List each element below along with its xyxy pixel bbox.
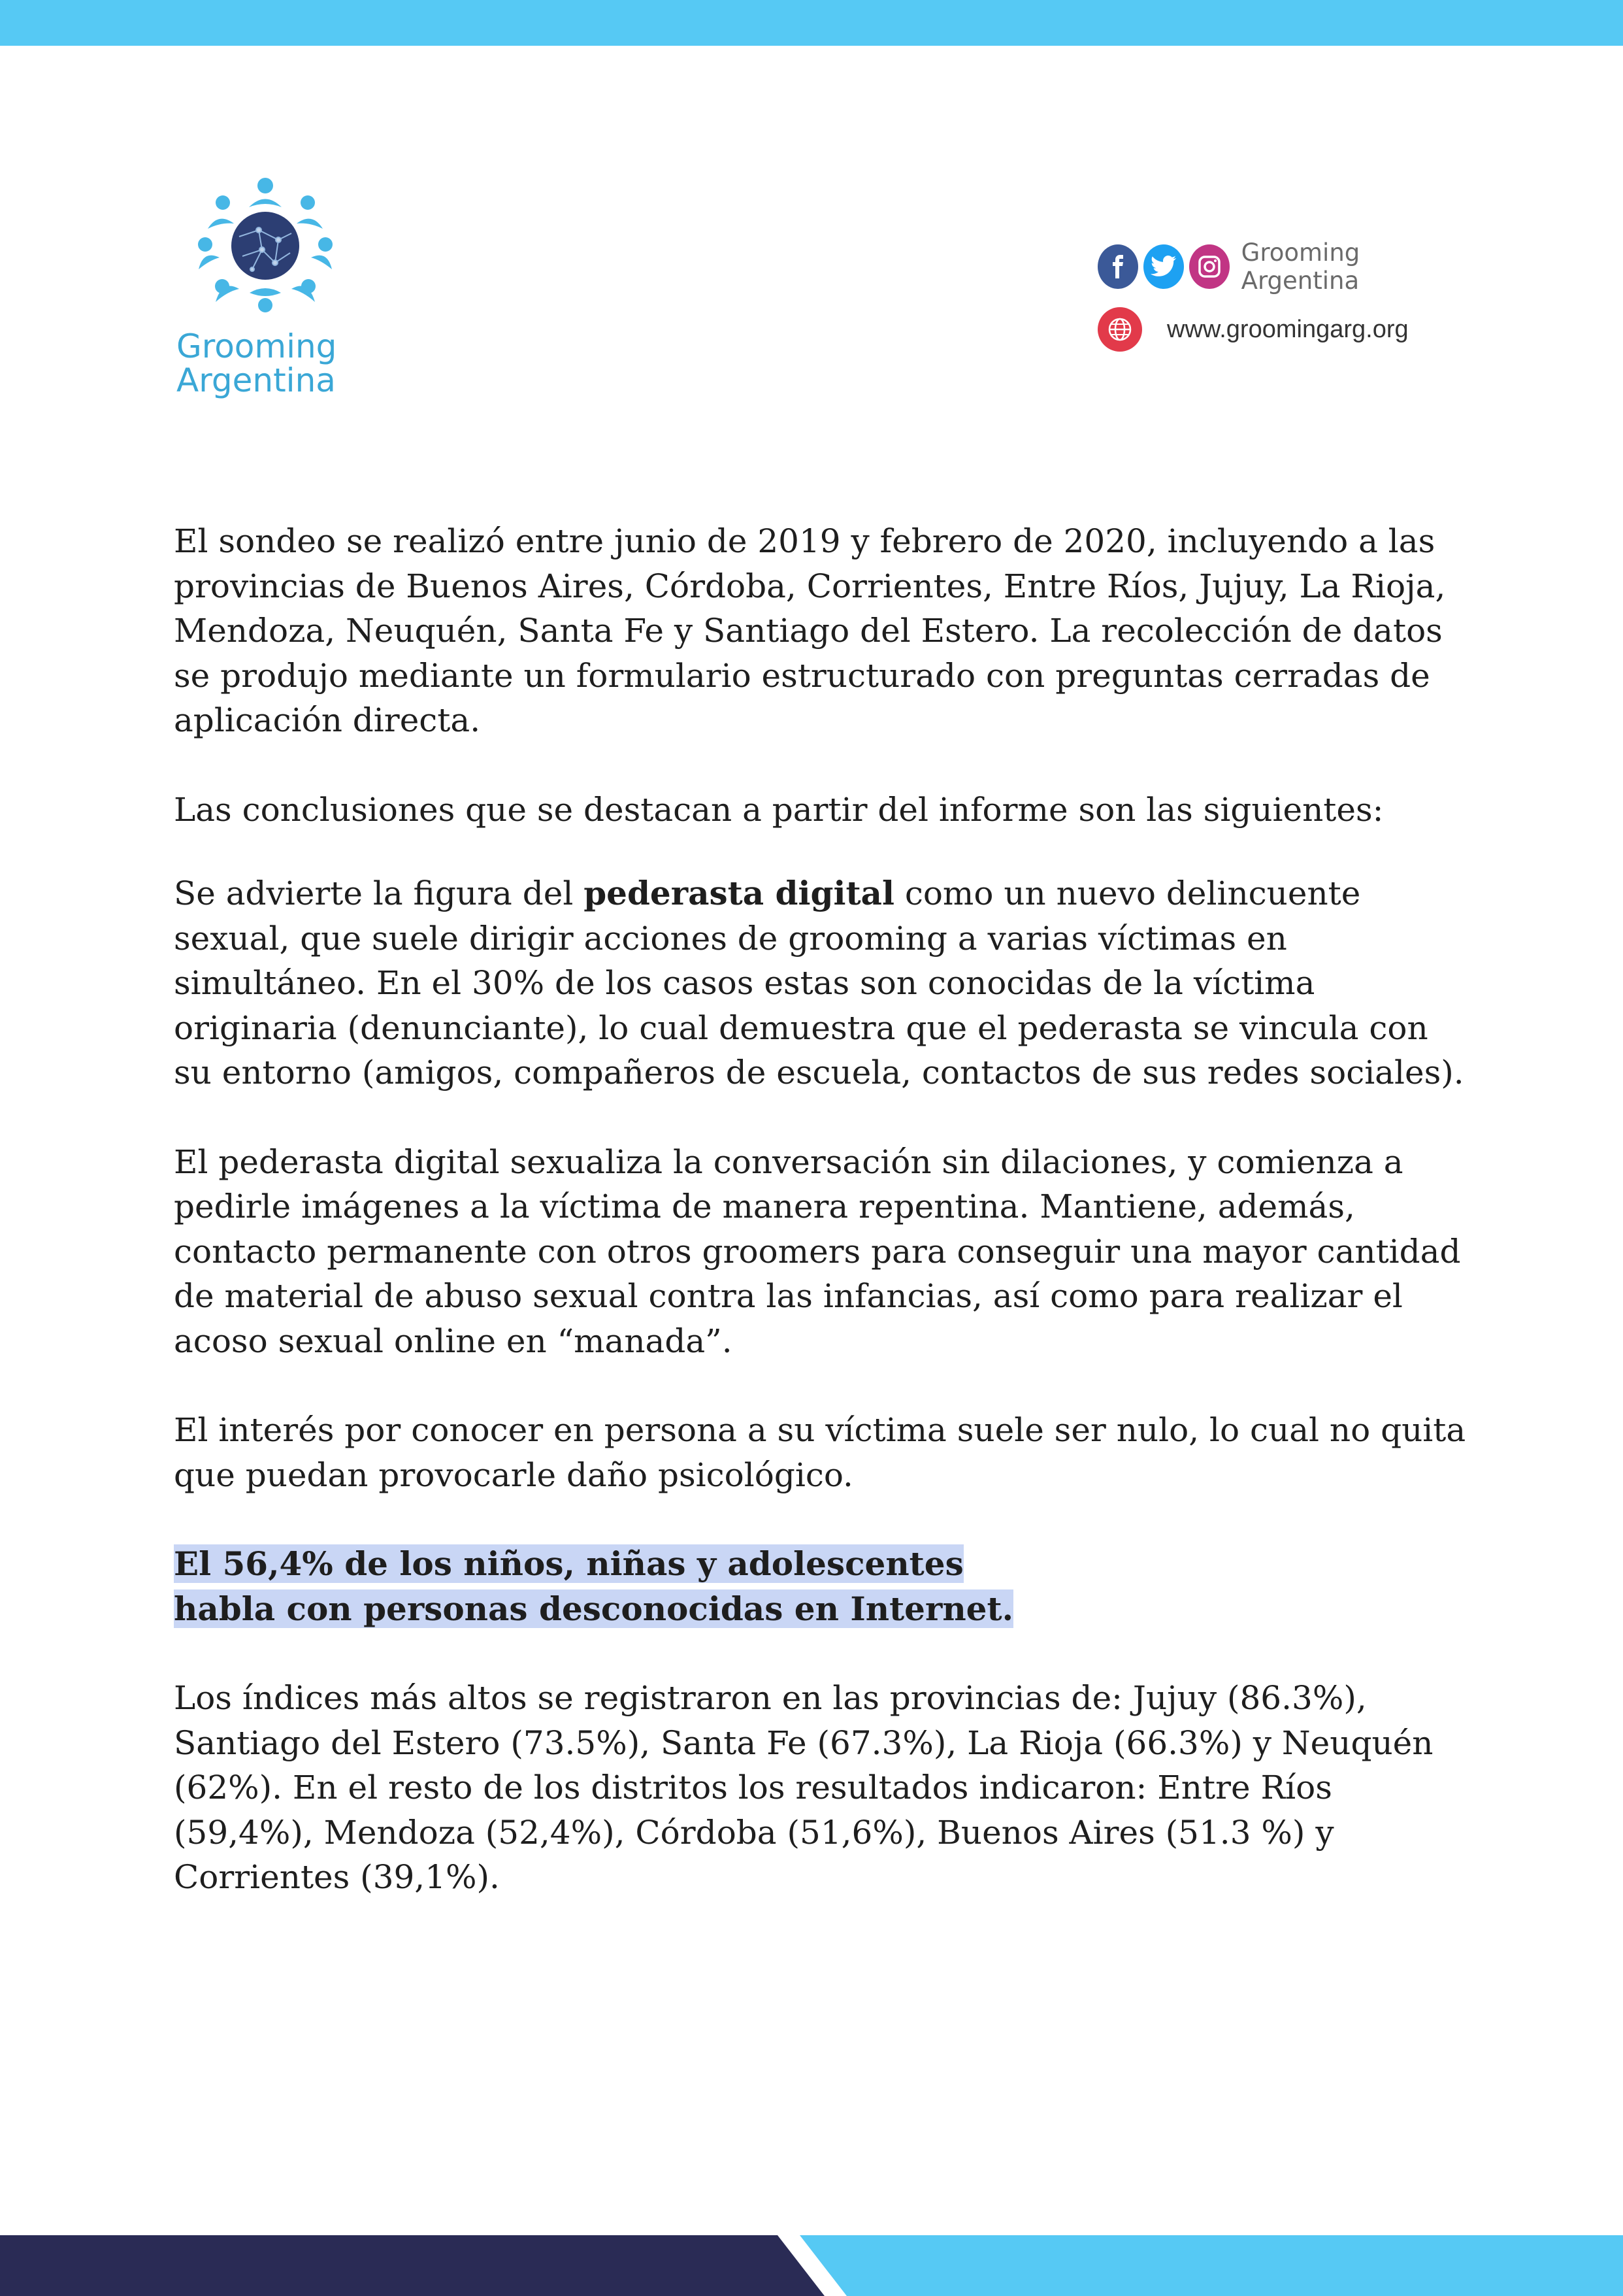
- grooming-argentina-logo: [175, 171, 358, 407]
- website-link[interactable]: www.groomingarg.org: [1167, 315, 1409, 343]
- paragraph-survey: El sondeo se realizó entre junio de 2019 y febrero de 2020, incluyendo a las provincias de Buenos Aires, Córdoba, Corrientes, Entre Ríos, Jujuy, La Rioja, Mendoza, Neuquén, Santa Fe y Santiago del Estero. La recolección de datos se produjo mediante un formulario estructurado con preguntas cerradas de aplicación directa.: [174, 522, 1446, 739]
- instagram-icon[interactable]: [1189, 244, 1230, 289]
- globe-icon[interactable]: [1098, 307, 1142, 352]
- paragraph-provinces: Los índices más altos se registraron en las provincias de: Jujuy (86.3%), Santiago del Estero (73.5%), Santa Fe (67.3%), La Rioja (66.3%) y Neuquén (62%). En el resto de los distritos los resultados indicaron: Entre Ríos (59,4%), Mendoza (52,4%), Córdoba (51,6%), Buenos Aires (51.3 %) y Corrientes (39,1%).: [174, 1679, 1434, 1896]
- social-links: [1098, 239, 1464, 354]
- social-row: [1098, 239, 1464, 295]
- facebook-icon[interactable]: [1098, 244, 1138, 289]
- highlighted-text: El 56,4% de los niños, niñas y adolescentes habla con personas desconocidas en Internet.: [174, 1544, 1013, 1628]
- social-handle[interactable]: Grooming Argentina: [1241, 239, 1360, 295]
- bottom-accent-bar: [0, 2235, 1623, 2296]
- paragraph-conclusions-intro: Las conclusiones que se destacan a partir del informe son las siguientes:: [174, 790, 1384, 829]
- paragraph-text: Se advierte la figura del: [174, 874, 584, 912]
- document-body: [174, 519, 1467, 1944]
- logo-wordmark: [176, 329, 366, 397]
- highlight-statistic: [174, 1542, 1062, 1631]
- paragraph-interest: El interés por conocer en persona a su víctima suele ser nulo, lo cual no quita que puedan provocarle daño psicológico.: [174, 1411, 1466, 1494]
- logo-line-1: Grooming: [176, 327, 337, 365]
- website-row: [1098, 306, 1409, 353]
- twitter-icon[interactable]: [1143, 244, 1184, 289]
- top-accent-bar: [0, 0, 1623, 46]
- logo-line-2: Argentina: [176, 361, 336, 399]
- logo-emblem-icon: [187, 171, 344, 322]
- paragraph-text: como un nuevo delincuente sexual, que suele dirigir acciones de grooming a varias víctimas en simultáneo. En el 30% de los casos estas son conocidas de la víctima originaria (denunciante), lo cual demuestra que el pederasta se vincula con su entorno (amigos, compañeros de escuela, contactos de sus redes sociales).: [174, 874, 1464, 1091]
- bold-term: pederasta digital: [583, 874, 894, 912]
- paragraph-pederasta-digital: [174, 871, 1467, 1095]
- paragraph-sexualization: El pederasta digital sexualiza la conversación sin dilaciones, y comienza a pedirle imágenes a la víctima de manera repentina. Mantiene, además, contacto permanente con otros groomers para conseguir una mayor cantidad de material de abuso sexual contra las infancias, así como para realizar el acoso sexual online en “manada”.: [174, 1142, 1461, 1360]
